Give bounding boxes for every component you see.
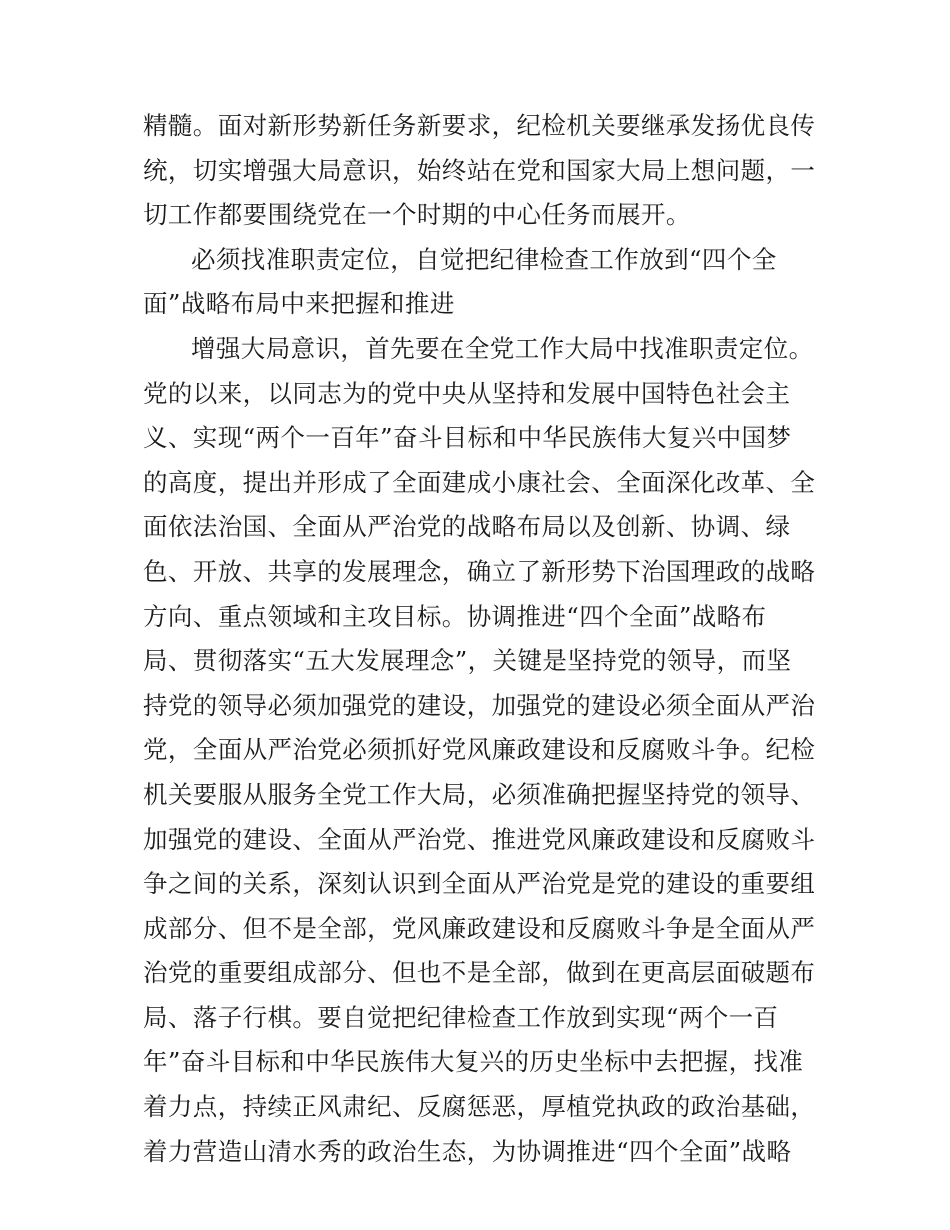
text-line: 年”奋斗目标和中华民族伟大复兴的历史坐标中去把握，找准 [143, 1047, 804, 1077]
section-heading-line: 必须找准职责定位，自觉把纪律检查工作放到“四个全 [191, 244, 777, 274]
text-line: 加强党的建设、全面从严治党、推进党风廉政建设和反腐败斗 [143, 824, 816, 854]
text-line: 增强大局意识，首先要在全党工作大局中找准职责定位。 [191, 333, 814, 363]
text-line: 党，全面从严治党必须抓好党风廉政建设和反腐败斗争。纪检 [143, 735, 816, 765]
text-line: 着力点，持续正风肃纪、反腐惩恶，厚植党执政的政治基础， [143, 1092, 816, 1122]
section-heading-line: 面”战略布局中来把握和推进 [143, 289, 455, 319]
text-line: 局、落子行棋。要自觉把纪律检查工作放到实现“两个一百 [143, 1002, 779, 1032]
text-line: 统，切实增强大局意识，始终站在党和国家大局上想问题，一 [143, 155, 816, 185]
text-line: 方向、重点领域和主攻目标。协调推进“四个全面”战略布 [143, 601, 767, 631]
text-line: 色、开放、共享的发展理念，确立了新形势下治国理政的战略 [143, 556, 816, 586]
text-line: 持党的领导必须加强党的建设，加强党的建设必须全面从严治 [143, 690, 816, 720]
text-line: 精髓。面对新形势新任务新要求，纪检机关要继承发扬优良传 [143, 111, 816, 140]
text-line: 着力营造山清水秀的政治生态，为协调推进“四个全面”战略 [143, 1136, 792, 1166]
text-line: 机关要服从服务全党工作大局，必须准确把握坚持党的领导、 [143, 779, 816, 809]
text-line: 党的以来，以同志为的党中央从坚持和发展中国特色社会主 [143, 378, 791, 408]
text-line: 治党的重要组成部分、但也不是全部，做到在更高层面破题布 [143, 958, 816, 988]
document-body [143, 104, 823, 1174]
text-line: 切工作都要围绕党在一个时期的中心任务而展开。 [143, 200, 691, 230]
text-line: 面依法治国、全面从严治党的战略布局以及创新、协调、绿 [143, 512, 791, 542]
text-line: 义、实现“两个一百年”奋斗目标和中华民族伟大复兴中国梦 [143, 423, 792, 453]
text-line: 争之间的关系，深刻认识到全面从严治党是党的建设的重要组 [143, 869, 816, 899]
text-line: 的高度，提出并形成了全面建成小康社会、全面深化改革、全 [143, 467, 816, 497]
text-line: 局、贯彻落实“五大发展理念”，关键是坚持党的领导，而坚 [143, 646, 792, 676]
text-line: 成部分、但不是全部，党风廉政建设和反腐败斗争是全面从严 [143, 913, 816, 943]
